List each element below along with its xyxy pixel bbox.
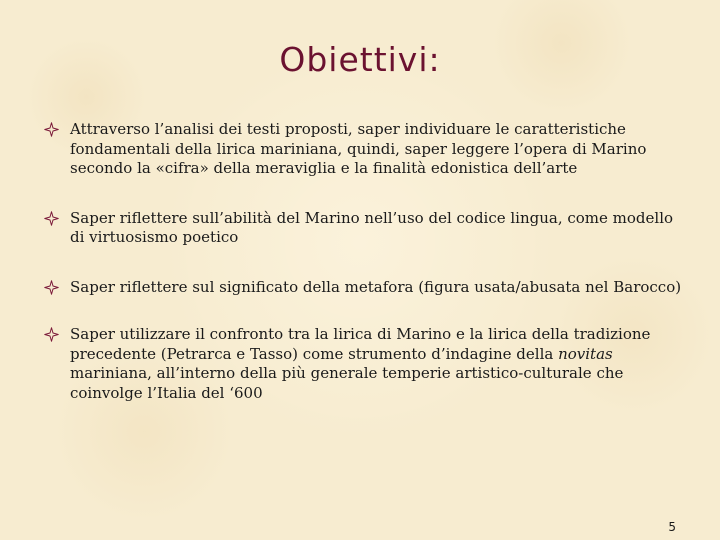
list-item-text-part: mariniana, all’interno della più generale temperie artistico-culturale che coinvolge l’Italia del ‘600: [70, 364, 624, 402]
list-item-text: Attraverso l’analisi dei testi proposti, saper individuare le caratteristiche fondamentali della lirica mariniana, quindi, saper leggere l’opera di Marino secondo la «cifra» della meraviglia e la finalità edonistica dell’arte: [70, 120, 647, 177]
four-point-star-outline-icon: [44, 209, 62, 229]
four-point-star-outline-icon: [44, 278, 62, 298]
list-item: [44, 325, 684, 403]
four-point-star-outline-icon: [44, 120, 62, 140]
page-number: 5: [668, 520, 676, 534]
objectives-list: [44, 120, 684, 403]
list-item-text: Saper riflettere sul significato della metafora (figura usata/abusata nel Barocco): [70, 277, 682, 296]
four-point-star-outline-icon: [44, 325, 62, 345]
list-item-text-part: Saper utilizzare il confronto tra la lirica di Marino e la lirica della tradizione precedente (Petrarca e Tasso) come strumento d’indagine della: [70, 325, 651, 363]
list-item: [44, 120, 684, 179]
list-item-text: Saper riflettere sull’abilità del Marino nell’uso del codice lingua, come modello di virtuosismo poetico: [70, 208, 674, 246]
italic-term: novitas: [558, 344, 613, 363]
list-item: [44, 278, 684, 298]
slide-title: Obiettivi:: [279, 40, 441, 79]
list-item-text: [70, 325, 650, 402]
list-item: [44, 209, 684, 248]
